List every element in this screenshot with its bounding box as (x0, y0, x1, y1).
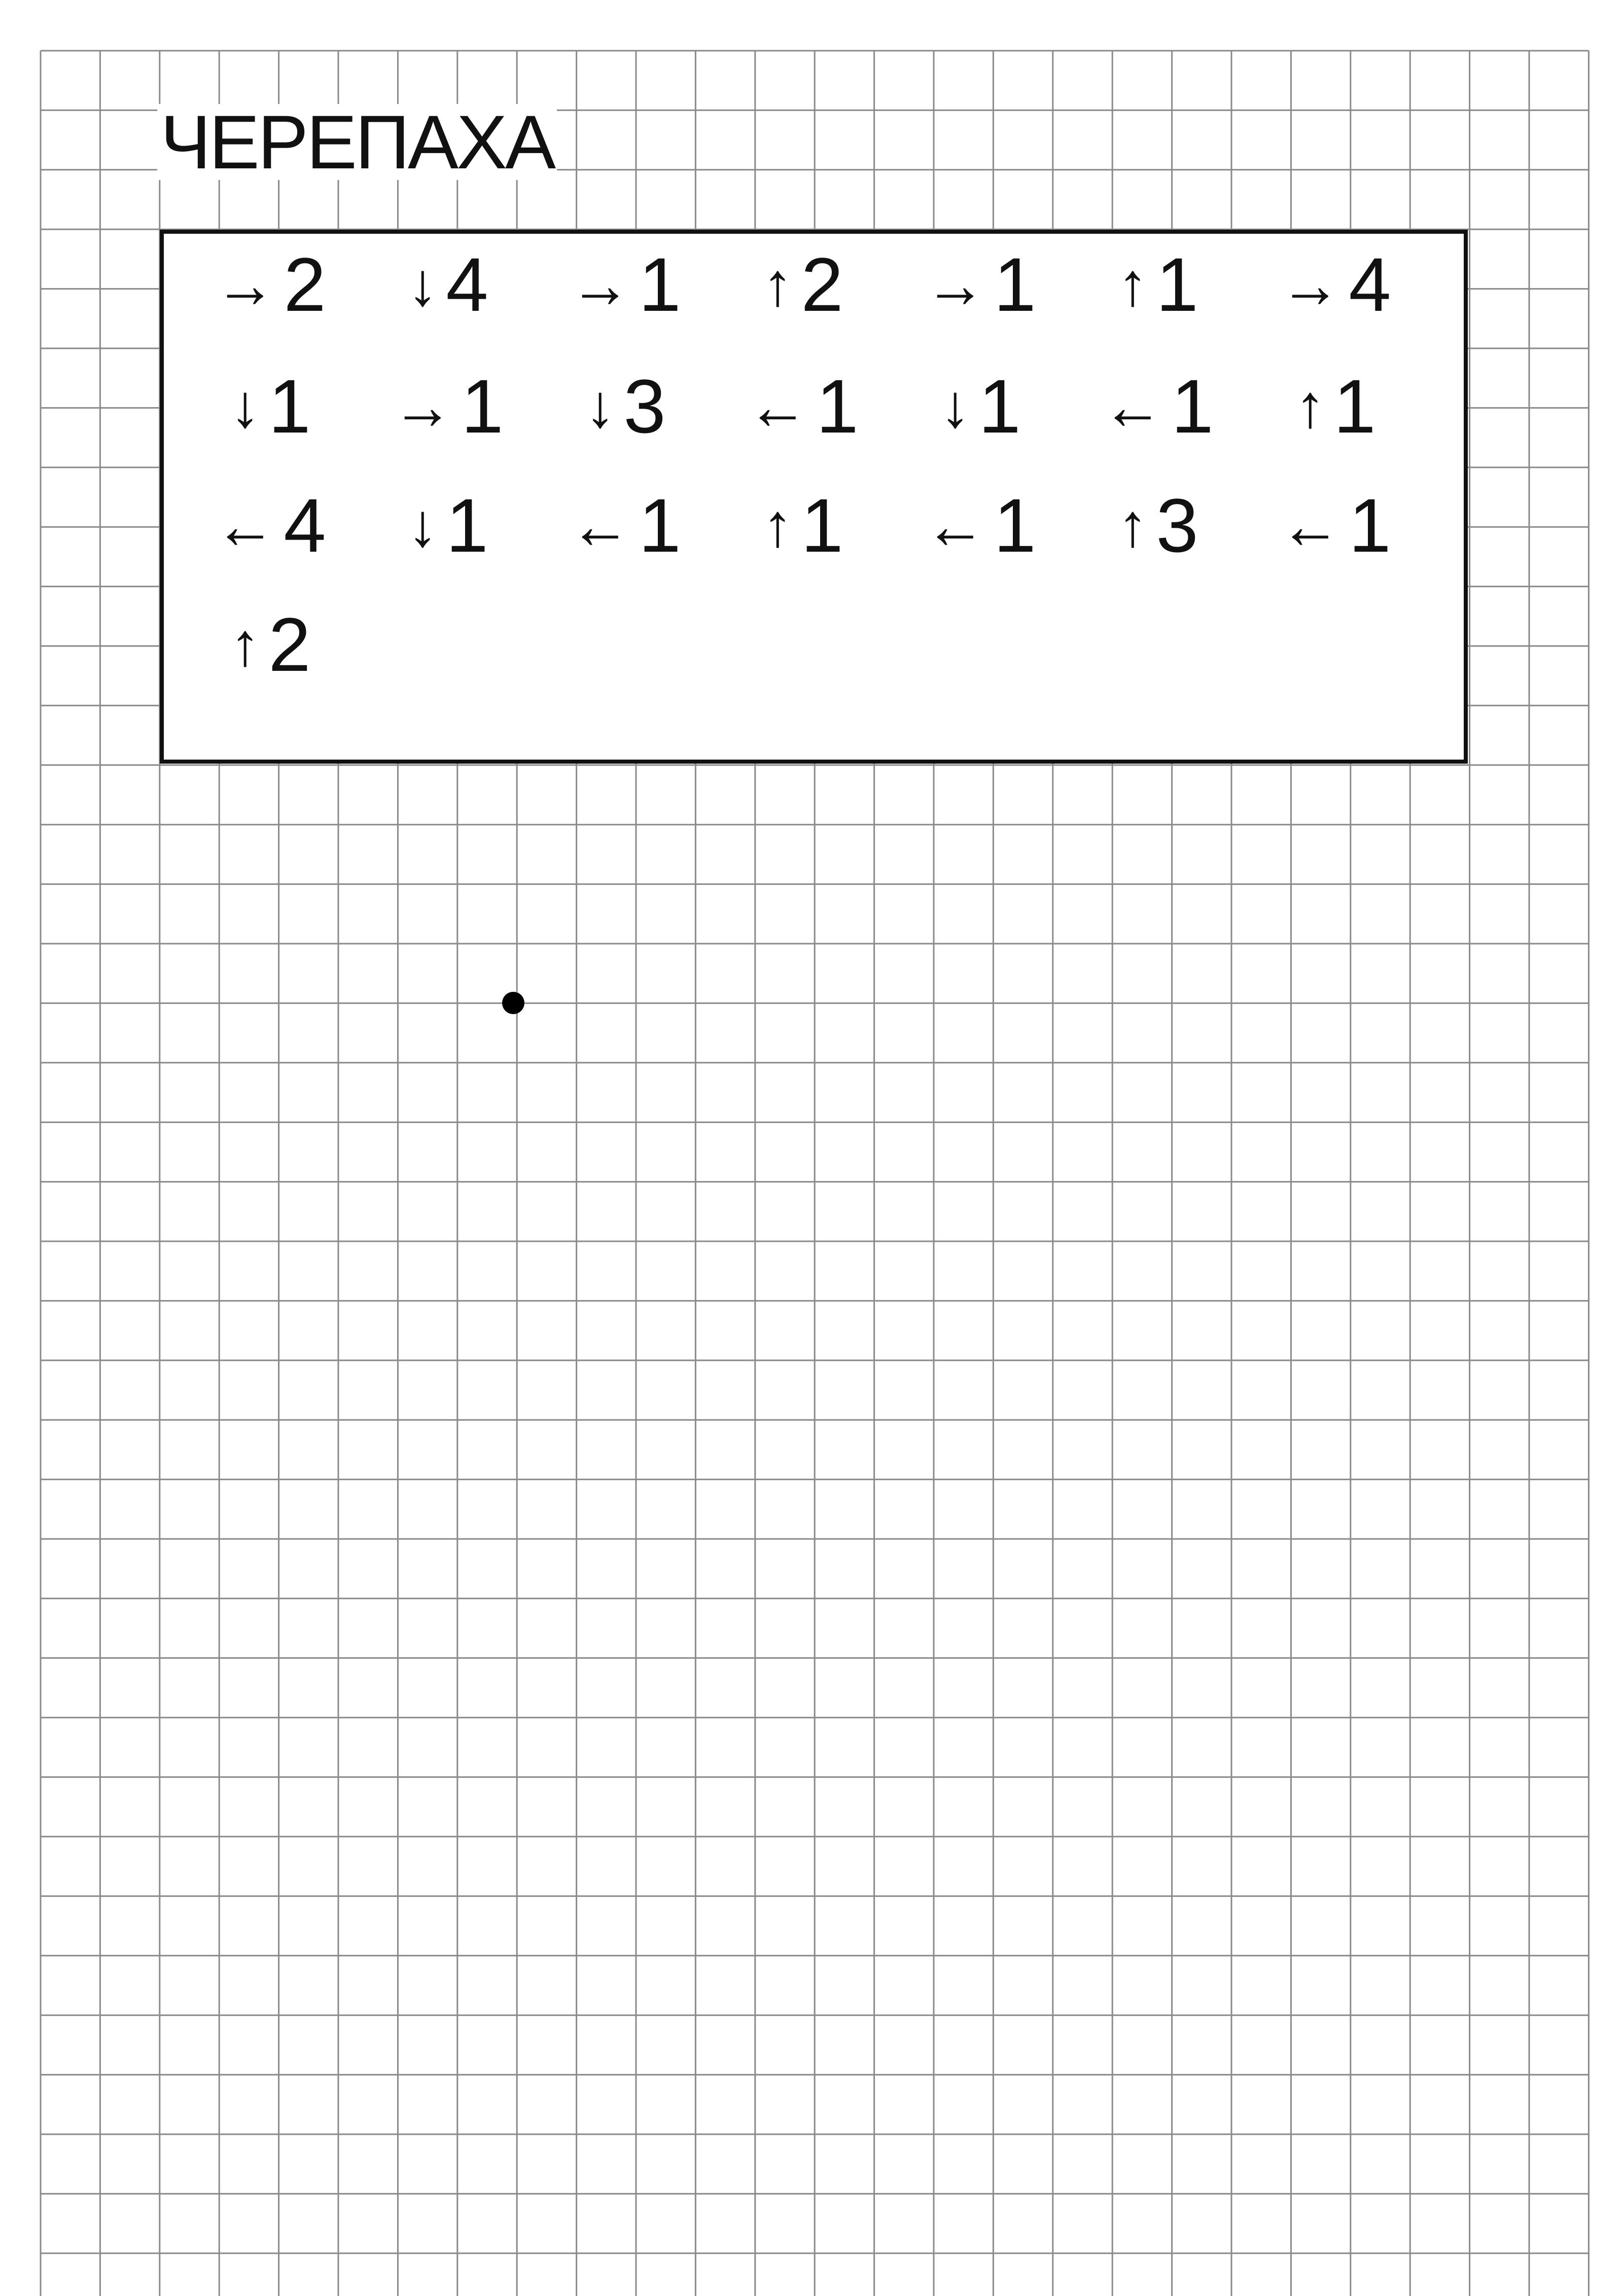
command-steps: 1 (639, 242, 681, 327)
command-item (549, 234, 701, 335)
arrow-left-icon: ← (1280, 488, 1341, 563)
command-steps: 1 (1171, 364, 1214, 449)
arrow-right-icon: → (570, 247, 631, 322)
arrow-up-icon: ↑ (1117, 250, 1148, 318)
command-item (904, 355, 1056, 457)
arrow-left-icon: ← (1102, 369, 1163, 444)
command-steps: 4 (1349, 242, 1391, 327)
command-steps: 3 (1156, 483, 1198, 568)
command-item (372, 234, 524, 335)
arrow-right-icon: → (925, 247, 986, 322)
command-item (194, 475, 346, 576)
arrow-right-icon: → (392, 369, 453, 444)
arrow-up-icon: ↑ (1295, 372, 1326, 440)
arrow-left-icon: ← (570, 488, 631, 563)
command-item (194, 355, 346, 457)
command-item (194, 234, 346, 335)
command-steps: 1 (461, 364, 504, 449)
command-steps: 1 (1333, 364, 1376, 449)
command-steps: 1 (978, 364, 1021, 449)
command-steps: 1 (1156, 242, 1198, 327)
command-box (160, 230, 1468, 764)
command-item (727, 475, 879, 576)
command-item (904, 234, 1056, 335)
command-steps: 1 (994, 483, 1036, 568)
command-item (549, 355, 701, 457)
command-steps: 1 (816, 364, 859, 449)
command-item (904, 475, 1056, 576)
command-item (727, 234, 879, 335)
command-item (1259, 234, 1412, 335)
command-steps: 1 (268, 364, 311, 449)
command-steps: 1 (1349, 483, 1391, 568)
arrow-down-icon: ↓ (230, 372, 261, 440)
arrow-right-icon: → (1280, 247, 1341, 322)
arrow-up-icon: ↑ (762, 250, 793, 318)
arrow-down-icon: ↓ (940, 372, 971, 440)
command-item (194, 594, 346, 695)
command-item (372, 355, 524, 457)
command-steps: 1 (994, 242, 1036, 327)
arrow-right-icon: → (215, 247, 276, 322)
command-item (1082, 234, 1234, 335)
command-item (372, 475, 524, 576)
arrow-left-icon: ← (925, 488, 986, 563)
command-item (727, 355, 879, 457)
command-steps: 4 (284, 483, 326, 568)
command-item (1259, 475, 1412, 576)
arrow-down-icon: ↓ (585, 372, 616, 440)
arrow-down-icon: ↓ (407, 250, 438, 318)
arrow-up-icon: ↑ (1117, 491, 1148, 559)
command-steps: 2 (268, 602, 311, 687)
command-item (1082, 475, 1234, 576)
command-steps: 3 (623, 364, 666, 449)
arrow-up-icon: ↑ (230, 611, 261, 678)
command-steps: 4 (446, 242, 488, 327)
start-point-dot (502, 992, 524, 1014)
command-steps: 1 (801, 483, 843, 568)
command-steps: 2 (284, 242, 326, 327)
command-steps: 1 (639, 483, 681, 568)
command-item (1259, 355, 1412, 457)
command-item (549, 475, 701, 576)
page-title: ЧЕРЕПАХА (157, 104, 557, 180)
command-steps: 1 (446, 483, 488, 568)
command-item (1082, 355, 1234, 457)
arrow-left-icon: ← (215, 488, 276, 563)
command-steps: 2 (801, 242, 843, 327)
arrow-left-icon: ← (747, 369, 808, 444)
arrow-up-icon: ↑ (762, 491, 793, 559)
arrow-down-icon: ↓ (407, 491, 438, 559)
